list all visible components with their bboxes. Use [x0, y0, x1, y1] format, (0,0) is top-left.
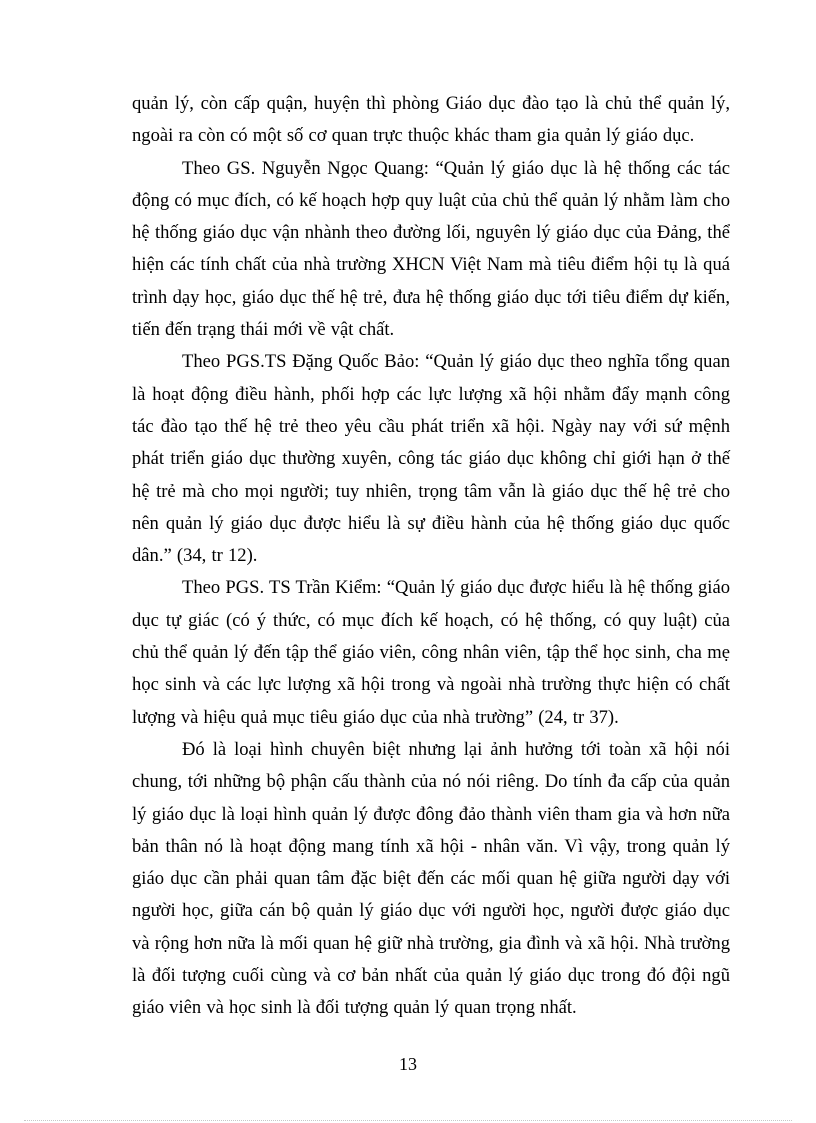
page-body — [132, 88, 730, 1025]
paragraph-2: Theo GS. Nguyễn Ngọc Quang: “Quản lý giáo dục là hệ thống các tác động có mục đích, có kế hoạch hợp quy luật của chủ thể quản lý nhằm làm cho hệ thống giáo dục vận nhành theo đường lối, nguyên lý giáo dục của Đảng, thể hiện các tính chất của nhà trường XHCN Việt Nam mà tiêu điểm hội tụ là quá trình dạy học, giáo dục thế hệ trẻ, đưa hệ thống giáo dục tới tiêu điểm dự kiến, tiến đến trạng thái mới về vật chất. — [132, 157, 730, 341]
paragraph-4: Theo PGS. TS Trần Kiểm: “Quản lý giáo dục được hiểu là hệ thống giáo dục tự giác (có ý thức, có mục đích kế hoạch, có hệ thống, có quy luật) của chủ thể quản lý đến tập thể giáo viên, công nhân viên, tập thể học sinh, cha mẹ học sinh và các lực lượng xã hội trong và ngoài nhà trường thực hiện có chất lượng và hiệu quả mục tiêu giáo dục của nhà trường” (24, tr 37). — [132, 577, 730, 728]
page-bottom-divider — [24, 1120, 792, 1121]
paragraph-1: quản lý, còn cấp quận, huyện thì phòng Giáo dục đào tạo là chủ thể quản lý, ngoài ra còn có một số cơ quan trực thuộc khác tham gia quản lý giáo dục. — [132, 93, 730, 147]
paragraph-5: Đó là loại hình chuyên biệt nhưng lại ảnh hưởng tới toàn xã hội nói chung, tới những bộ phận cấu thành của nó nói riêng. Do tính đa cấp của quản lý giáo dục là loại hình quản lý được đông đảo thành viên tham gia và hơn nữa bản thân nó là hoạt động mang tính xã hội - nhân văn. Vì vậy, trong quản lý giáo dục cần phải quan tâm đặc biệt đến các mối quan hệ giữa người dạy với người học, giữa cán bộ quản lý giáo dục với người học, người được giáo dục và rộng hơn nữa là mối quan hệ giữ nhà trường, gia đình và xã hội. Nhà trường là đối tượng cuối cùng và cơ bản nhất của quản lý giáo dục trong đó đội ngũ giáo viên và học sinh là đối tượng quản lý quan trọng nhất. — [132, 738, 730, 1019]
paragraph-3: Theo PGS.TS Đặng Quốc Bảo: “Quản lý giáo dục theo nghĩa tổng quan là hoạt động điều hành, phối hợp các lực lượng xã hội nhằm đẩy mạnh công tác đào tạo thế hệ trẻ theo yêu cầu phát triển xã hội. Ngày nay với sứ mệnh phát triển giáo dục thường xuyên, công tác giáo dục không chỉ giới hạn ở thế hệ trẻ mà cho mọi người; tuy nhiên, trọng tâm vẫn là giáo dục thế hệ trẻ cho nên quản lý giáo dục được hiểu là sự điều hành của hệ thống giáo dục quốc dân.” (34, tr 12). — [132, 351, 730, 567]
page-number: 13 — [399, 1054, 417, 1074]
